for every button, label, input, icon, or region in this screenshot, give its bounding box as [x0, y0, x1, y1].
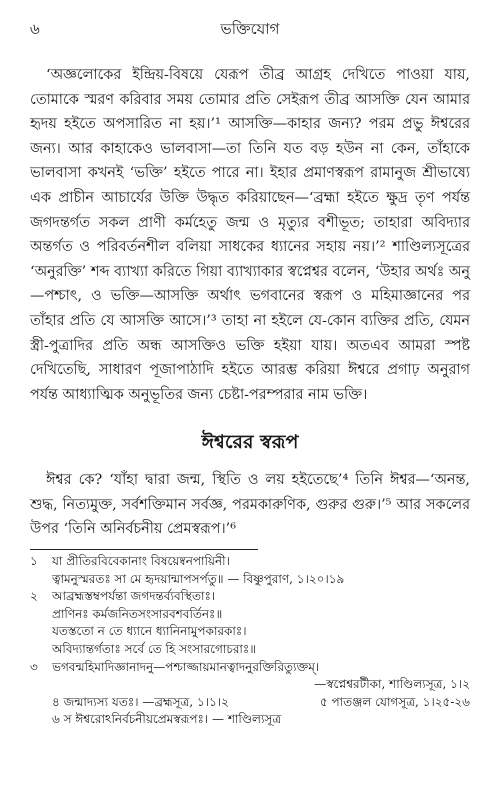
footnote-2-line-2: প্রাণিনঃ কর্মজনিতসংসারবশবর্তিনঃ॥	[52, 606, 223, 621]
footnote-4: ৪ জন্মাদ্যস্য যতঃ। —ব্রহ্মসূত্র, ১।১।২	[52, 694, 229, 709]
footnote-2	[30, 588, 470, 606]
footnotes	[30, 553, 470, 729]
book-page	[30, 0, 470, 800]
footnote-1-line-2: ত্বামনুস্মরতঃ সা মে হৃদয়ান্মাপসর্পতু॥ — বিষ্ণুপুরাণ, ১।২০।১৯	[52, 571, 345, 586]
footnote-6: ৬ স ঈশ্বরোঽনির্বচনীয়প্রেমস্বরূপঃ। — শাণ্ডিল্যসূত্র	[52, 712, 282, 727]
footnote-2-line-4: অবিদ্যান্তর্গতাঃ সর্বে তে হি সংসারগোচরাঃ॥	[52, 641, 257, 656]
footnote-number: ৩	[30, 659, 38, 674]
footnote-text: ভগবন্মহিমাদিজ্ঞানাদনু—পশ্চাজ্জায়মানত্বাদনুরক্তিরিত্যুক্তম্।	[52, 659, 320, 674]
footnote-text: যা প্রীতিরবিবেকানাং বিষয়েষ্বনপায়িনী।	[52, 554, 230, 568]
footnote-text: আব্রহ্মস্তম্বপর্যন্তা জগদন্তর্ব্যবস্থিতাঃ।	[52, 589, 216, 604]
running-title: ভক্তিযোগ	[220, 20, 280, 38]
footnote-5: ৫ পাতঞ্জল যোগসূত্র, ১।২৫-২৬	[319, 694, 470, 709]
paragraph-ishwara-nature: ঈশ্বর কে? ‘যাঁহা দ্বারা জন্ম, স্থিতি ও লয় হইতেছে’⁴ তিনি ঈশ্বর—‘অনন্ত, শুদ্ধ, নিত্যমুক্ত, সর্বশক্তিমান সর্বজ্ঞ, পরমকারুণিক, গুরুর গুরু।’⁵ আর সকলের উপর ‘তিনি অনির্বচনীয় প্রেমস্বরূপ।’⁶	[30, 472, 470, 538]
footnote-3-source: —স্বপ্নেশ্বরটীকা, শাণ্ডিল্যসূত্র, ১।২	[314, 677, 470, 692]
footnote-1	[30, 553, 470, 571]
footnote-divider	[30, 549, 258, 550]
footnote-3	[30, 659, 470, 677]
footnote-2-line-3: যতস্ততো ন তে ধ্যানে ধ্যানিনামুপকারকাঃ।	[52, 624, 247, 639]
page-number: ৬	[30, 20, 40, 38]
footnotes-4-5	[30, 694, 470, 712]
footnote-number: ১	[30, 554, 38, 568]
main-text	[30, 63, 470, 407]
footnote-number: ২	[30, 589, 38, 604]
page-header	[30, 18, 470, 40]
section-heading: ঈশ্বরের স্বরূপ	[201, 431, 299, 453]
paragraph-bhakti-definition: ‘অজ্ঞলোকের ইন্দ্রিয়-বিষয়ে যেরূপ তীব্র আগ্রহ দেখিতে পাওয়া যায়, তোমাকে স্মরণ করিবার সময় তোমার প্রতি সেইরূপ তীব্র আসক্তি যেন আমার হৃদয় হইতে অপসারিত না হয়।’¹ আসক্তি—কাহার জন্য? পরম প্রভু ঈশ্বরের জন্য। আর কাহাকেও ভালবাসা—তা তিনি যত বড় হউন না কেন, তাঁহাকে ভালবাসা কখনই ‘ভক্তি’ হইতে পারে না। ইহার প্রমাণস্বরূপ রামানুজ শ্রীভাষ্যে এক প্রাচীন আচার্যের উক্তি উদ্ধৃত করিয়াছেন—‘ব্রহ্মা হইতে ক্ষুদ্র তৃণ পর্যন্ত জগদন্তর্গত সকল প্রাণী কর্মহেতু জন্ম ও মৃত্যুর বশীভূত; তাহারা অবিদ্যার অন্তর্গত ও পরিবর্তনশীল বলিয়া সাধকের ধ্যানের সহায় নয়।’² শাণ্ডিল্যসূত্রের ‘অনুরক্তি’ শব্দ ব্যাখ্যা করিতে গিয়া ব্যাখ্যাকার স্বপ্নেশ্বর বলেন, ‘উহার অর্থঃ অনু—পশ্চাৎ, ও ভক্তি—আসক্তি অর্থাৎ ভগবানের স্বরূপ ও মহিমাজ্ঞানের পর তাঁহার প্রতি যে আসক্তি আসে।’³ তাহা না হইলে যে-কোন ব্যক্তির প্রতি, যেমন স্ত্রী-পুত্রাদির প্রতি অন্ধ আসক্তিও ভক্তি হইয়া যায়। অতএব আমরা স্পষ্ট দেখিতেছি, সাধারণ পূজাপাঠাদি হইতে আরম্ভ করিয়া ঈশ্বরে প্রগাঢ় অনুরাগ পর্যন্ত আধ্যাত্মিক অনুভূতির জন্য চেষ্টা-পরম্পরার নাম ভক্তি।	[30, 67, 470, 403]
section-text	[30, 468, 470, 542]
